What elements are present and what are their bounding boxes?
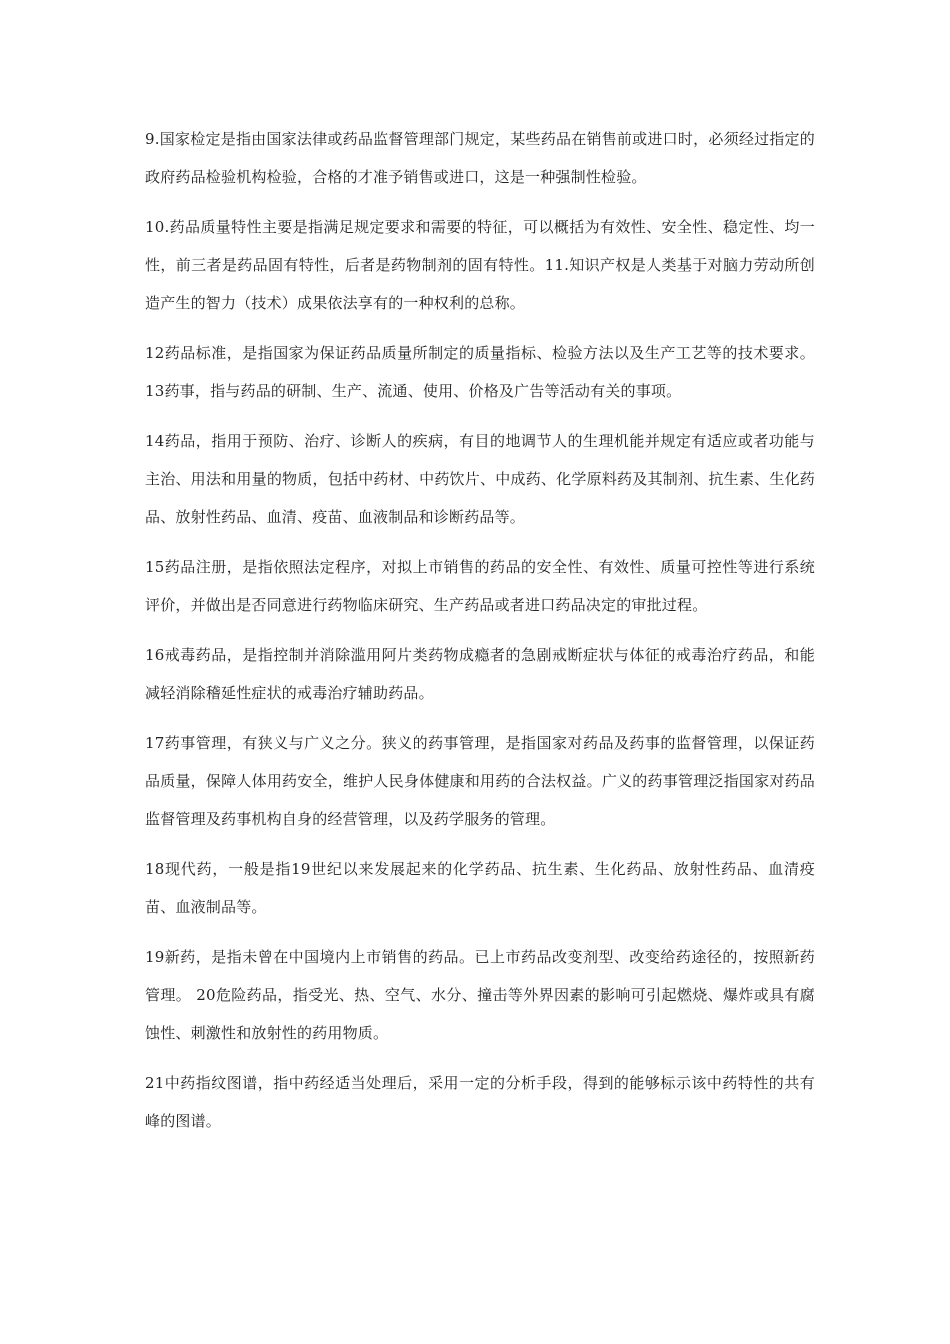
paragraph-drug-registration: 15药品注册，是指依照法定程序，对拟上市销售的药品的安全性、有效性、质量可控性等进行系统评价，并做出是否同意进行药物临床研究、生产药品或者进口药品决定的审批过程。 (145, 558, 815, 614)
paragraph-detox-drugs: 16戒毒药品，是指控制并消除滥用阿片类药物成瘾者的急剧戒断症状与体征的戒毒治疗药品，和能减轻消除稽延性症状的戒毒治疗辅助药品。 (145, 646, 815, 702)
paragraph-fingerprint-chromatogram: 21中药指纹图谱，指中药经适当处理后，采用一定的分析手段，得到的能够标示该中药特性的共有峰的图谱。 (145, 1074, 815, 1130)
document-body (145, 120, 815, 1152)
paragraph-drug-standards: 12药品标准，是指国家为保证药品质量所制定的质量指标、检验方法以及生产工艺等的技术要求。 13药事，指与药品的研制、生产、流通、使用、价格及广告等活动有关的事项。 (145, 344, 815, 400)
paragraph-pharmacy-administration: 17药事管理，有狭义与广义之分。狭义的药事管理，是指国家对药品及药事的监督管理，以保证药品质量，保障人体用药安全，维护人民身体健康和用药的合法权益。广义的药事管理泛指国家对药品监督管理及药事机构自身的经营管理，以及药学服务的管理。 (145, 734, 815, 828)
paragraph-modern-drugs: 18现代药，一般是指19世纪以来发展起来的化学药品、抗生素、生化药品、放射性药品、血清疫苗、血液制品等。 (145, 860, 815, 916)
paragraph-new-drugs: 19新药，是指未曾在中国境内上市销售的药品。已上市药品改变剂型、改变给药途径的，按照新药管理。 20危险药品，指受光、热、空气、水分、撞击等外界因素的影响可引起燃烧、爆炸或具有腐蚀性、刺激性和放射性的药用物质。 (145, 948, 815, 1042)
paragraph-drug-quality-characteristics: 10.药品质量特性主要是指满足规定要求和需要的特征，可以概括为有效性、安全性、稳定性、均一性，前三者是药品固有特性，后者是药物制剂的固有特性。11.知识产权是人类基于对脑力劳动所创造产生的智力（技术）成果依法享有的一种权利的总称。 (145, 218, 815, 312)
paragraph-drug-definition: 14药品，指用于预防、治疗、诊断人的疾病，有目的地调节人的生理机能并规定有适应或者功能与主治、用法和用量的物质，包括中药材、中药饮片、中成药、化学原料药及其制剂、抗生素、生化药品、放射性药品、血清、疫苗、血液制品和诊断药品等。 (145, 432, 815, 526)
paragraph-national-inspection: 9.国家检定是指由国家法律或药品监督管理部门规定，某些药品在销售前或进口时，必须经过指定的政府药品检验机构检验，合格的才准予销售或进口，这是一种强制性检验。 (145, 130, 815, 186)
